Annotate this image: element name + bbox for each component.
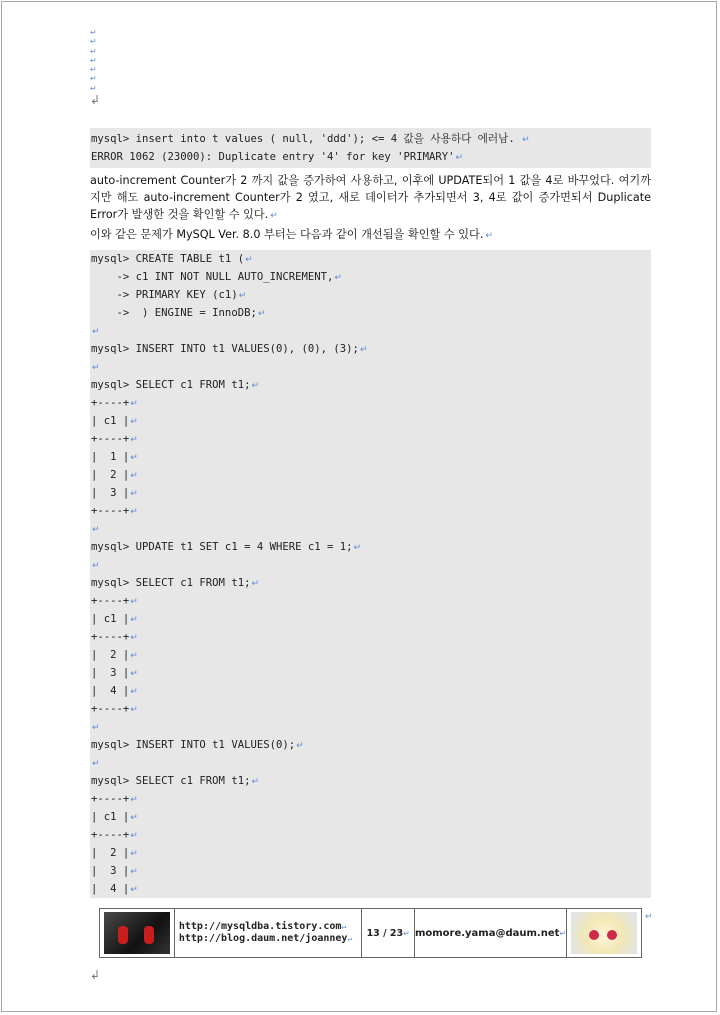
code-text: | c1 |	[91, 811, 130, 823]
code-text: | 3 |	[91, 865, 130, 877]
paragraph-mark: ↵	[238, 291, 247, 301]
footer-link-daum-blog[interactable]: http://blog.daum.net/joanney	[178, 933, 348, 944]
code-line	[90, 412, 651, 430]
code-text: +----+	[91, 433, 130, 445]
code-text: mysql> UPDATE t1 SET c1 = 4 WHERE c1 = 1;	[91, 541, 353, 553]
footer-link-tistory[interactable]: http://mysqldba.tistory.com	[178, 921, 342, 932]
code-line	[90, 772, 651, 790]
paragraph-mark: ↵	[92, 759, 100, 769]
code-text: +----+	[91, 397, 130, 409]
paragraph-mark: ↵	[130, 489, 138, 499]
avatar-light-character	[571, 912, 637, 954]
paragraph-mark: ↵	[245, 255, 253, 265]
code-text: +----+	[91, 631, 130, 643]
code-line	[90, 574, 651, 592]
explanation-text: auto-increment Counter가 2 까지 값을 증가하여 사용하고, 이후에 UPDATE되어 1 값을 4로 바꾸었다. 여기까지만 해도 auto-increment Counter가 2 였고, 새로 데이터가 추가되면서 3, 4로 값이 증가면되서 Duplicate Error가 발생한 것을 확인할 수 있다.	[90, 174, 651, 221]
code-line	[90, 322, 651, 340]
code-line	[90, 430, 651, 448]
paragraph-mark: ↵	[92, 327, 100, 337]
paragraph-mark: ↵	[359, 345, 368, 355]
paragraph-mark: ↵	[130, 795, 138, 805]
code-line	[90, 520, 651, 538]
code-text: | c1 |	[91, 613, 130, 625]
paragraph-mark: ↵	[522, 135, 530, 145]
code-line	[90, 610, 651, 628]
paragraph-mark: ↵	[130, 399, 138, 409]
improvement-paragraph	[90, 226, 651, 245]
code-line	[90, 790, 651, 808]
avatar-dark-character	[104, 912, 170, 954]
paragraph-mark: ↵	[130, 813, 138, 823]
empty-paragraph-marks	[90, 28, 101, 108]
code-line	[90, 592, 651, 610]
table-row-mark: ↵	[645, 912, 653, 922]
code-block-mysql8	[90, 250, 651, 898]
paragraph-mark: ↵	[130, 597, 138, 607]
code-text: mysql> SELECT c1 FROM t1;	[91, 775, 251, 787]
code-text: | 2 |	[91, 649, 130, 661]
paragraph-mark: ↵	[485, 231, 493, 241]
empty-line-mark: ↵	[90, 65, 97, 75]
paragraph-mark: ↵	[130, 669, 138, 679]
code-text: | 4 |	[91, 685, 130, 697]
paragraph-mark: ↵	[403, 928, 410, 938]
code-line	[90, 556, 651, 574]
code-line	[90, 646, 651, 664]
code-line	[90, 394, 651, 412]
paragraph-mark: ↵	[334, 273, 342, 283]
paragraph-mark: ↵	[130, 507, 138, 517]
empty-line-mark: ↵	[90, 46, 97, 56]
empty-line-mark: ↲	[90, 93, 101, 108]
code-line	[90, 808, 651, 826]
code-text: | 2 |	[91, 469, 130, 481]
code-line	[90, 862, 651, 880]
code-line	[90, 376, 651, 394]
code-text: mysql> insert into t values ( null, 'ddd'); <= 4 값을 사용하다 에러남.	[91, 133, 522, 145]
paragraph-mark: ↵	[296, 741, 304, 751]
code-text: -> c1 INT NOT NULL AUTO_INCREMENT,	[91, 271, 334, 283]
code-line	[90, 448, 651, 466]
code-line	[90, 466, 651, 484]
paragraph-mark: ↵	[251, 579, 259, 589]
code-line	[90, 148, 651, 166]
paragraph-mark: ↵	[130, 417, 138, 427]
paragraph-mark: ↵	[130, 651, 138, 661]
paragraph-mark: ↵	[455, 153, 464, 163]
code-line	[90, 268, 651, 286]
code-text: mysql> SELECT c1 FROM t1;	[91, 379, 251, 391]
paragraph-mark: ↵	[347, 934, 353, 943]
footer-avatar-right-cell	[567, 909, 642, 958]
paragraph-mark: ↵	[130, 615, 138, 625]
code-line	[90, 340, 651, 358]
code-line	[90, 484, 651, 502]
code-line	[90, 700, 651, 718]
paragraph-mark: ↵	[130, 885, 138, 895]
empty-line-mark: ↵	[90, 37, 97, 47]
empty-line-mark: ↵	[90, 28, 97, 37]
paragraph-mark: ↵	[130, 687, 138, 697]
paragraph-mark: ↵	[130, 867, 138, 877]
code-text: -> ) ENGINE = InnoDB;	[91, 307, 257, 319]
code-line	[90, 754, 651, 772]
code-line	[90, 358, 651, 376]
paragraph-mark: ↵	[130, 435, 138, 445]
code-line	[90, 538, 651, 556]
explanation-paragraph	[90, 172, 651, 225]
code-text: | 1 |	[91, 451, 130, 463]
paragraph-mark: ↵	[130, 849, 138, 859]
page-footer	[99, 908, 642, 958]
paragraph-mark: ↵	[130, 453, 138, 463]
empty-line-mark: ↵	[90, 83, 97, 93]
paragraph-mark: ↵	[130, 633, 138, 643]
code-text: | 3 |	[91, 667, 130, 679]
paragraph-mark: ↵	[92, 363, 100, 373]
code-text: | 3 |	[91, 487, 130, 499]
code-line	[90, 736, 651, 754]
improvement-text: 이와 같은 문제가 MySQL Ver. 8.0 부터는 다음과 같이 개선됨을 확인할 수 있다.	[90, 228, 484, 241]
paragraph-mark: ↵	[251, 381, 259, 391]
code-text: mysql> INSERT INTO t1 VALUES(0), (0), (3);	[91, 343, 359, 355]
code-line	[90, 628, 651, 646]
code-line	[90, 718, 651, 736]
code-text: mysql> CREATE TABLE t1 (	[91, 253, 245, 265]
page-number: 13 / 23	[366, 927, 404, 939]
code-text: +----+	[91, 505, 130, 517]
paragraph-mark: ↵	[559, 928, 567, 938]
paragraph-mark: ↵	[92, 561, 100, 571]
paragraph-mark: ↵	[130, 705, 138, 715]
code-line	[90, 250, 651, 268]
code-line	[90, 826, 651, 844]
footer-email[interactable]: momore.yama@daum.net	[414, 927, 560, 939]
paragraph-mark: ↵	[353, 543, 362, 553]
code-text: mysql> SELECT c1 FROM t1;	[91, 577, 251, 589]
code-text: +----+	[91, 793, 130, 805]
code-line	[90, 844, 651, 862]
footer-avatar-left-cell	[100, 909, 175, 958]
footer-links-cell	[174, 909, 362, 958]
footer-page-cell	[362, 909, 415, 958]
paragraph-mark: ↵	[270, 211, 278, 221]
code-line	[90, 304, 651, 322]
empty-line-mark: ↵	[90, 55, 97, 65]
code-text: +----+	[91, 703, 130, 715]
code-text: | 2 |	[91, 847, 130, 859]
code-text: | c1 |	[91, 415, 130, 427]
paragraph-mark: ↵	[92, 525, 100, 535]
code-text: ERROR 1062 (23000): Duplicate entry '4' for key 'PRIMARY'	[91, 151, 455, 163]
paragraph-mark: ↵	[251, 777, 259, 787]
footer-email-cell	[414, 909, 566, 958]
final-paragraph-mark: ↲	[90, 968, 101, 982]
code-line	[90, 664, 651, 682]
code-text: +----+	[91, 829, 130, 841]
paragraph-mark: ↵	[341, 922, 347, 931]
code-line	[90, 130, 651, 148]
paragraph-mark: ↵	[130, 831, 138, 841]
code-line	[90, 286, 651, 304]
paragraph-mark: ↵	[92, 723, 100, 733]
paragraph-mark: ↵	[257, 309, 266, 319]
code-block-error	[90, 128, 651, 168]
code-text: | 4 |	[91, 883, 130, 895]
code-line	[90, 880, 651, 898]
paragraph-mark: ↵	[130, 471, 138, 481]
empty-line-mark: ↵	[90, 74, 97, 84]
code-text: -> PRIMARY KEY (c1)	[91, 289, 238, 301]
code-text: mysql> INSERT INTO t1 VALUES(0);	[91, 739, 296, 751]
code-line	[90, 502, 651, 520]
code-text: +----+	[91, 595, 130, 607]
code-line	[90, 682, 651, 700]
